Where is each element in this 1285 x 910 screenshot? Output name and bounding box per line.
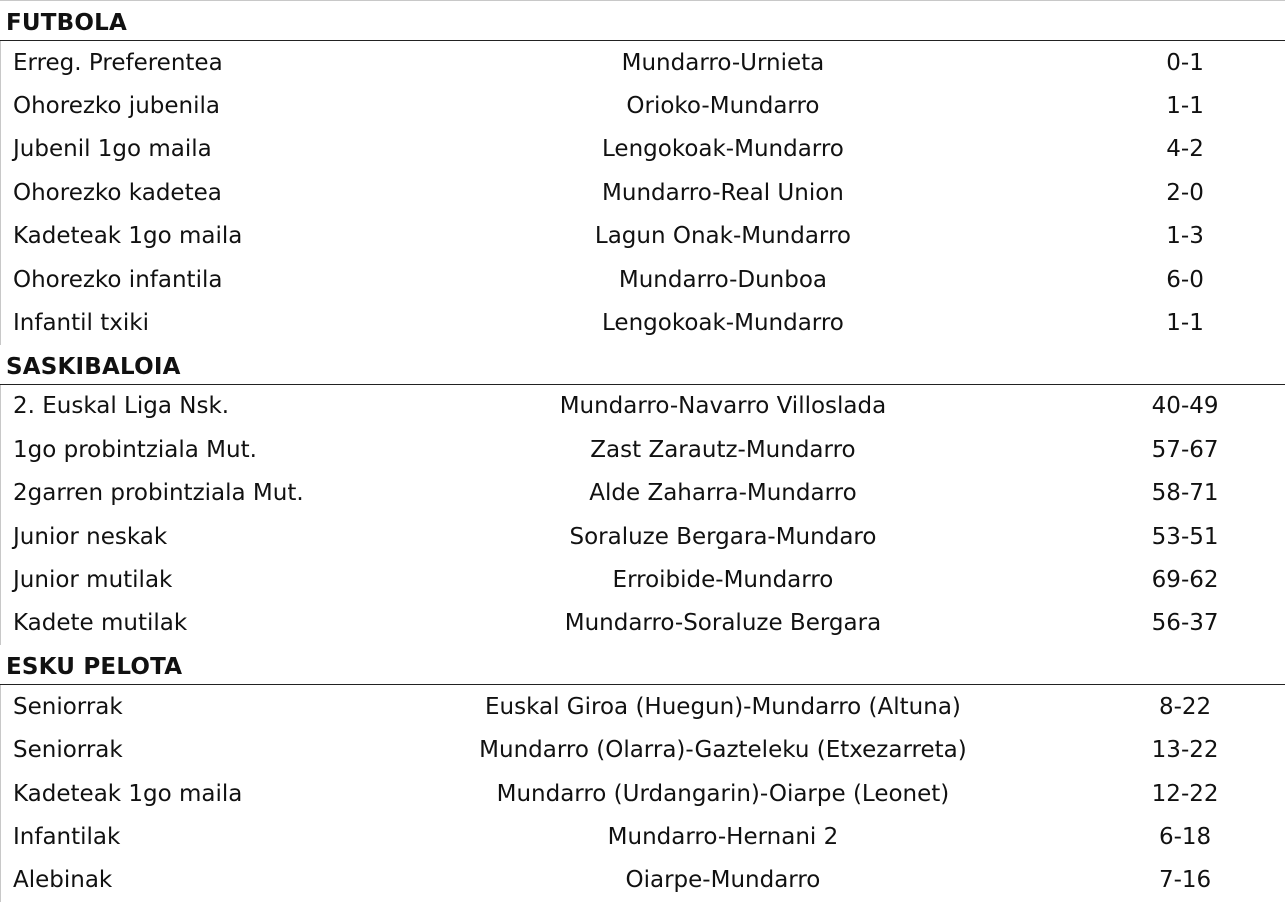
category-cell: Alebinak xyxy=(13,867,113,894)
match-cell: Mundarro-Navarro Villoslada xyxy=(559,393,887,420)
match-cell: Soraluze Bergara-Mundaro xyxy=(569,523,877,550)
match-cell: Oiarpe-Mundarro xyxy=(625,867,821,894)
score-cell: 69-62 xyxy=(1151,566,1219,593)
match-cell: Mundarro-Urnieta xyxy=(621,49,825,76)
score-cell: 13-22 xyxy=(1151,737,1219,764)
score-cell: 57-67 xyxy=(1151,436,1219,463)
category-cell: Seniorrak xyxy=(13,737,123,764)
score-cell: 53-51 xyxy=(1151,523,1219,550)
table-row xyxy=(0,41,1285,84)
category-cell: Kadeteak 1go maila xyxy=(13,223,243,250)
table-row xyxy=(0,728,1285,771)
table-row xyxy=(0,84,1285,127)
category-cell: Kadeteak 1go maila xyxy=(13,780,243,807)
match-cell: Mundarro-Real Union xyxy=(602,179,844,206)
category-cell: 1go probintziala Mut. xyxy=(13,436,257,463)
match-cell: Mundarro-Hernani 2 xyxy=(607,823,839,850)
score-cell: 1-1 xyxy=(1166,93,1204,120)
match-cell: Mundarro (Urdangarin)-Oiarpe (Leonet) xyxy=(496,780,950,807)
match-cell: Mundarro-Soraluze Bergara xyxy=(564,610,882,637)
table-row xyxy=(0,472,1285,515)
score-cell: 40-49 xyxy=(1151,393,1219,420)
category-cell: Seniorrak xyxy=(13,693,123,720)
table-row xyxy=(0,685,1285,728)
table-row xyxy=(0,772,1285,815)
section-header-saskibaloia: SASKIBALOIA xyxy=(0,345,1285,385)
match-cell: Lengokoak-Mundarro xyxy=(602,136,844,163)
score-cell: 4-2 xyxy=(1166,136,1204,163)
table-row xyxy=(0,428,1285,471)
category-cell: Kadete mutilak xyxy=(13,610,188,637)
score-cell: 7-16 xyxy=(1158,867,1212,894)
category-cell: 2. Euskal Liga Nsk. xyxy=(13,393,230,420)
table-row xyxy=(0,815,1285,858)
section-header-esku-pelota: ESKU PELOTA xyxy=(0,645,1285,685)
category-cell: Jubenil 1go maila xyxy=(13,136,212,163)
match-cell: Erroibide-Mundarro xyxy=(612,566,834,593)
match-cell: Mundarro (Olarra)-Gazteleku (Etxezarreta) xyxy=(479,737,967,764)
category-cell: Junior mutilak xyxy=(13,566,173,593)
category-cell: Ohorezko jubenila xyxy=(13,93,220,120)
score-cell: 1-3 xyxy=(1166,223,1204,250)
category-cell: Ohorezko kadetea xyxy=(13,179,222,206)
category-cell: 2garren probintziala Mut. xyxy=(13,480,304,507)
match-cell: Lengokoak-Mundarro xyxy=(602,310,844,337)
match-cell: Orioko-Mundarro xyxy=(626,93,820,120)
table-row xyxy=(0,602,1285,645)
match-cell: Alde Zaharra-Mundarro xyxy=(589,480,857,507)
section-header-futbola: FUTBOLA xyxy=(0,1,1285,41)
category-cell: Infantilak xyxy=(13,823,121,850)
match-cell: Euskal Giroa (Huegun)-Mundarro (Altuna) xyxy=(485,693,961,720)
table-row xyxy=(0,128,1285,171)
score-cell: 2-0 xyxy=(1166,179,1204,206)
match-cell: Mundarro-Dunboa xyxy=(618,266,828,293)
table-row xyxy=(0,215,1285,258)
table-row xyxy=(0,558,1285,601)
table-row xyxy=(0,301,1285,344)
table-row xyxy=(0,515,1285,558)
score-cell: 1-1 xyxy=(1166,310,1204,337)
table-row xyxy=(0,258,1285,301)
score-cell: 58-71 xyxy=(1151,480,1219,507)
score-cell: 6-18 xyxy=(1158,823,1212,850)
category-cell: Erreg. Preferentea xyxy=(13,49,223,76)
score-cell: 8-22 xyxy=(1158,693,1212,720)
match-cell: Zast Zarautz-Mundarro xyxy=(590,436,856,463)
category-cell: Ohorezko infantila xyxy=(13,266,223,293)
score-cell: 6-0 xyxy=(1166,266,1204,293)
table-row xyxy=(0,385,1285,428)
category-cell: Infantil txiki xyxy=(13,310,149,337)
match-cell: Lagun Onak-Mundarro xyxy=(594,223,852,250)
table-row xyxy=(0,171,1285,214)
score-cell: 0-1 xyxy=(1166,49,1204,76)
category-cell: Junior neskak xyxy=(13,523,168,550)
score-cell: 56-37 xyxy=(1151,610,1219,637)
score-cell: 12-22 xyxy=(1151,780,1219,807)
table-row xyxy=(0,859,1285,902)
